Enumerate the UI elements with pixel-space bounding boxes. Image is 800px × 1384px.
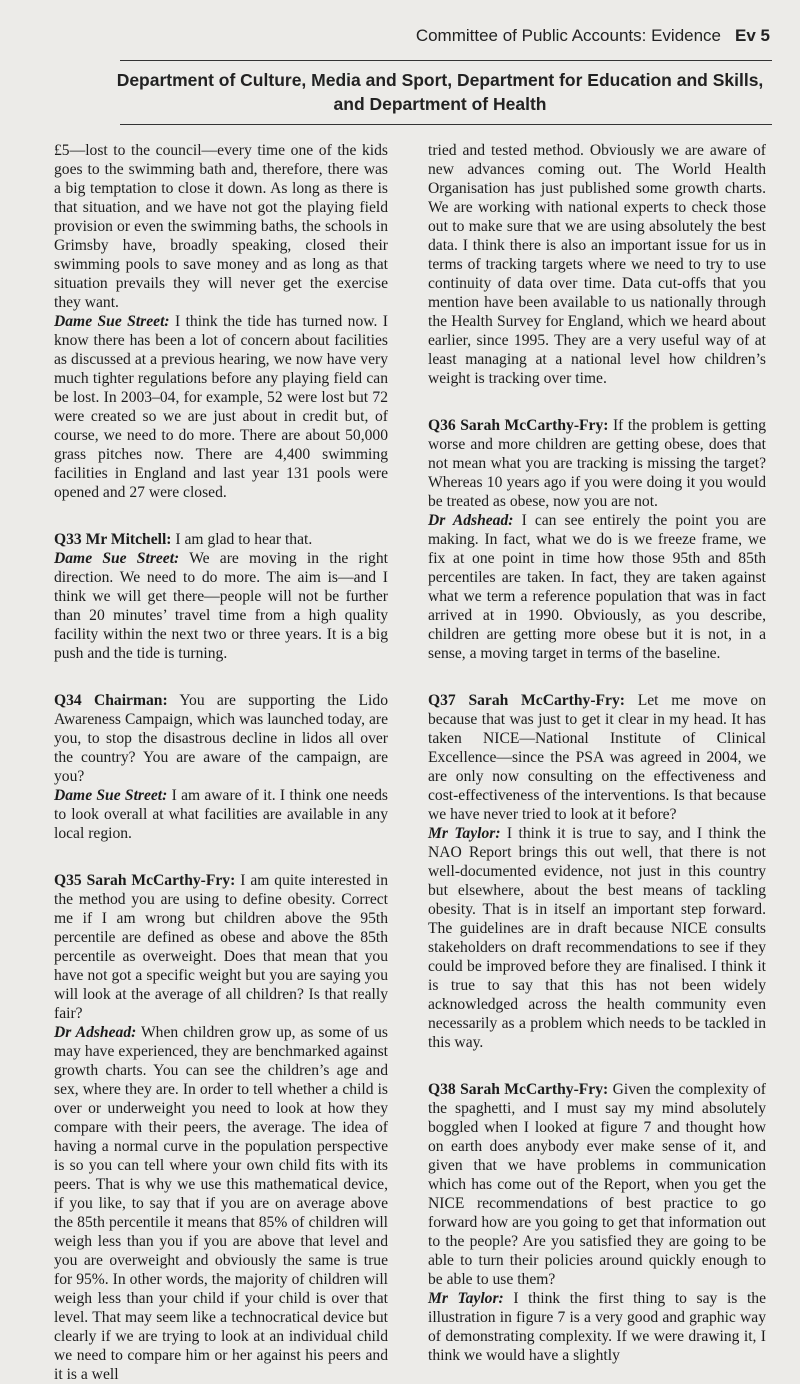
header-rule-top xyxy=(120,60,772,61)
paragraph xyxy=(54,691,388,786)
paragraph-text: Let me move on because that was just to get it clear in my head. It has taken NICE—National Institute of Clinical Excellence—since the PSA was agreed in 2004, we are only now consulting on the effectiveness and cost-effectiveness of the interventions. Is that because we have never tried to look at it before? xyxy=(428,692,766,823)
paragraph-text: We are moving in the right direction. We need to do more. The aim is—and I think we will get there—people will not be further than 20 minutes’ travel time from a high quality facility within the next two or three years. It is a big push and the tide is turning. xyxy=(54,550,388,662)
paragraph xyxy=(428,141,766,388)
department-title xyxy=(110,68,770,116)
paragraph xyxy=(428,691,766,824)
paragraph xyxy=(428,824,766,1052)
header-rule-bottom xyxy=(120,124,772,125)
paragraph xyxy=(428,1289,766,1365)
paragraph-text: I think the first thing to say is the illustration in figure 7 is a very good and graphic way of demonstrating complexity. If we were drawing it, I think we would have a slightly xyxy=(428,1290,767,1364)
paragraph xyxy=(428,1080,766,1289)
paragraph-text: tried and tested method. Obviously we are aware of new advances coming out. The World Health Organisation has just published some growth charts. We are working with national experts to check those out to make sure that we are using absolutely the best data. I think there is also an important issue for us in terms of tracking targets where we need to try to use continuity of data over time. Data cut-offs that you mention have been available to us nationally through the Health Survey for England, which we heard about earlier, since 1995. They are a very useful way of at least managing at a national level how children’s weight is tracking over time. xyxy=(428,142,766,387)
speaker-name: Mr Taylor: xyxy=(428,825,501,842)
speaker-name: Dr Adshead: xyxy=(428,512,514,529)
paragraph-text: I am aware of it. I think one needs to look overall at what facilities are available in any local region. xyxy=(54,787,388,842)
paragraph-text: You are supporting the Lido Awareness Campaign, which was launched today, are you, to stop the disastrous decline in lidos all over the country? You are aware of the campaign, are you? xyxy=(54,692,388,785)
department-line-1: Department of Culture, Media and Sport, Department for Education and Skills, xyxy=(116,70,764,90)
paragraph xyxy=(54,871,388,1023)
paragraph-text: £5—lost to the council—every time one of the kids goes to the swimming bath and, therefore, there was a big temptation to close it down. As long as there is that situation, and we have not got the playing field provision or even the swimming baths, the schools in Grimsby have, broadly speaking, closed their swimming pools to save money and as long as that situation prevails they will never get the exercise they want. xyxy=(54,142,388,311)
question-label: Q38 Sarah McCarthy-Fry: xyxy=(428,1081,609,1098)
page-number: Ev 5 xyxy=(735,26,770,45)
paragraph-text: I think the tide has turned now. I know there has been a lot of concern about facilities as discussed at a previous hearing, we now have very much tighter regulations before any playing field can be lost. In 2003–04, for example, 52 were lost but 72 were created so we are just about in credit but, of course, we need to do more. There are about 50,000 grass pitches now. There are 4,400 swimming facilities in England and last year 131 pools were opened and 27 were closed. xyxy=(54,313,388,501)
speaker-name: Dame Sue Street: xyxy=(54,787,168,804)
department-line-2: and Department of Health xyxy=(333,94,547,114)
paragraph-text: If the problem is getting worse and more children are getting obese, does that not mean what you are tracking is missing the target? Whereas 10 years ago if you were doing it you would be treated as obese, now you are not. xyxy=(428,417,766,510)
question-label: Q36 Sarah McCarthy-Fry: xyxy=(428,417,609,434)
speaker-name: Dame Sue Street: xyxy=(54,550,180,567)
question-label: Q34 Chairman: xyxy=(54,692,168,709)
question-label: Q33 Mr Mitchell: xyxy=(54,531,172,548)
question-label: Q35 Sarah McCarthy-Fry: xyxy=(54,872,236,889)
paragraph xyxy=(428,416,766,511)
paragraph-text: I think it is true to say, and I think the NAO Report brings this out well, that there is not well-documented evidence, not just in this country but elsewhere, about the best means of tackling obesity. That is in itself an important step forward. The guidelines are in draft because NICE consults stakeholders on draft recommendations to see if they could be improved before they are finalised. I think it is true to say that this has not been widely acknowledged across the health community even necessarily as a problem which needs to be tackled in this way. xyxy=(428,825,766,1051)
paragraph xyxy=(54,1023,388,1384)
speaker-name: Mr Taylor: xyxy=(428,1290,504,1307)
paragraph xyxy=(54,312,388,502)
paragraph xyxy=(54,549,388,663)
paragraph-text: I am quite interested in the method you are using to define obesity. Correct me if I am wrong but children above the 95th percentile are defined as obese and above the 85th percentile as overweight. Does that mean that you have not got a specific weight but you are saying you will look at the average of all children? Is that really fair? xyxy=(54,872,388,1022)
speaker-name: Dame Sue Street: xyxy=(54,313,170,330)
running-title: Committee of Public Accounts: Evidence xyxy=(415,26,722,45)
paragraph-text: When children grow up, as some of us may have experienced, they are benchmarked against growth charts. You can see the children’s age and sex, where they are. In order to tell whether a child is over or underweight you need to look at how they compare with their peers, the average. The idea of having a normal curve in the population perspective is so you can tell where your own child fits with its peers. That is why we use this mathematical device, if you like, to say that if you are on average above the 85th percentile it means that 85% of children will weigh less than you if you are above that level and you are overweight and obviously the same is true for 95%. In other words, the majority of children will weigh less than your child if your child is over that level. That may seem like a technocratical device but clearly if we are trying to look at an individual child we need to compare him or her against his peers and it is a well xyxy=(54,1024,389,1383)
paragraph xyxy=(54,141,388,312)
paragraph xyxy=(54,786,388,843)
paragraph-text: Given the complexity of the spaghetti, and I must say my mind absolutely boggled when I looked at figure 7 and thought how on earth does anybody ever make sense of it, and given that we have problems in communication which has come out of the Report, when you get the NICE recommendations of best practice to go forward how are you going to get that information out to the people? Are you satisfied they are going to be able to turn their policies around quickly enough to be able to use them? xyxy=(428,1081,766,1288)
paragraph xyxy=(54,530,388,549)
speaker-name: Dr Adshead: xyxy=(54,1024,137,1041)
question-label: Q37 Sarah McCarthy-Fry: xyxy=(428,692,625,709)
right-column xyxy=(428,141,766,1365)
paragraph xyxy=(428,511,766,663)
running-head xyxy=(416,26,770,46)
paragraph-text: I can see entirely the point you are making. In fact, what we do is we freeze frame, we fix at one point in time how those 95th and 85th percentiles are taken. In fact, they are taken against what we term a reference population that was in fact arrived at in 1990. Obviously, as you describe, children are getting more obese but it is not, in a sense, a moving target in terms of the baseline. xyxy=(428,512,766,662)
left-column xyxy=(54,141,388,1384)
paragraph-text: I am glad to hear that. xyxy=(175,531,313,548)
